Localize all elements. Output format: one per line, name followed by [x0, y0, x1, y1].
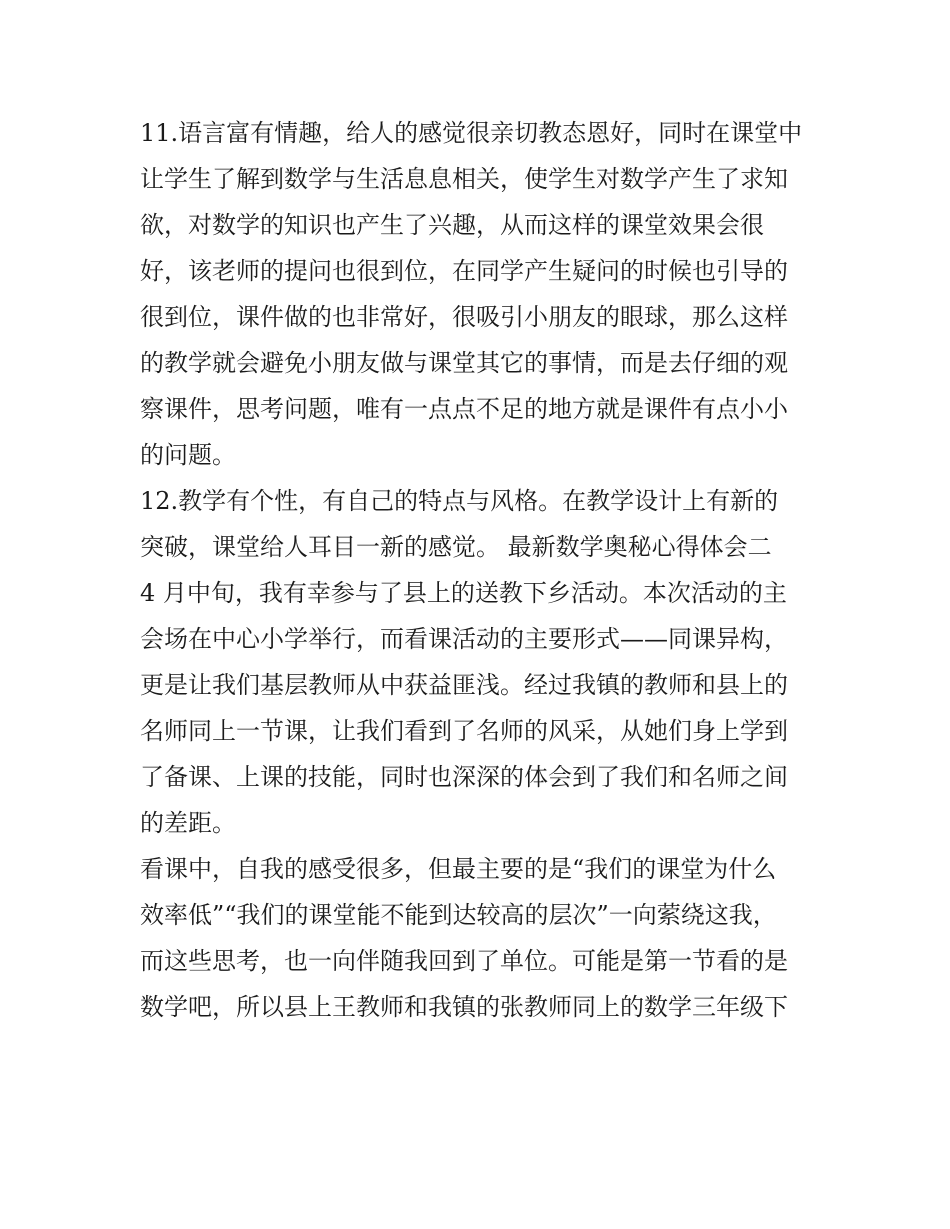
text-line-4: 好，该老师的提问也很到位，在同学产生疑问的时候也引导的 [140, 257, 788, 285]
document-body [140, 110, 815, 1030]
text-line-11: 4 月中旬，我有幸参与了县上的送教下乡活动。本次活动的主 [140, 579, 787, 607]
text-line-9: 12.教学有个性，有自己的特点与风格。在教学设计上有新的 [140, 487, 779, 515]
text-line-19: 而这些思考，也一向伴随我回到了单位。可能是第一节看的是 [140, 947, 788, 975]
text-line-5: 很到位，课件做的也非常好，很吸引小朋友的眼球，那么这样 [140, 303, 788, 331]
text-line-17: 看课中，自我的感受很多，但最主要的是“我们的课堂为什么 [140, 855, 777, 883]
text-line-13: 更是让我们基层教师从中获益匪浅。经过我镇的教师和县上的 [140, 671, 788, 699]
text-line-10: 突破，课堂给人耳目一新的感觉。 最新数学奥秘心得体会二 [140, 533, 772, 561]
text-line-20: 数学吧，所以县上王教师和我镇的张教师同上的数学三年级下 [140, 993, 788, 1021]
text-line-8: 的问题。 [140, 441, 236, 469]
text-line-7: 察课件，思考问题，唯有一点点不足的地方就是课件有点小小 [140, 395, 788, 423]
text-line-12: 会场在中心小学举行，而看课活动的主要形式——同课异构， [140, 625, 788, 653]
text-line-1: 11.语言富有情趣，给人的感觉很亲切教态恩好，同时在课堂中 [140, 119, 803, 147]
text-line-14: 名师同上一节课，让我们看到了名师的风采，从她们身上学到 [140, 717, 788, 745]
text-line-15: 了备课、上课的技能，同时也深深的体会到了我们和名师之间 [140, 763, 788, 791]
text-line-2: 让学生了解到数学与生活息息相关，使学生对数学产生了求知 [140, 165, 788, 193]
text-line-18: 效率低”“我们的课堂能不能到达较高的层次”一向萦绕这我， [140, 901, 777, 929]
text-line-6: 的教学就会避免小朋友做与课堂其它的事情，而是去仔细的观 [140, 349, 788, 377]
text-line-3: 欲，对数学的知识也产生了兴趣，从而这样的课堂效果会很 [140, 211, 764, 239]
text-line-16: 的差距。 [140, 809, 236, 837]
